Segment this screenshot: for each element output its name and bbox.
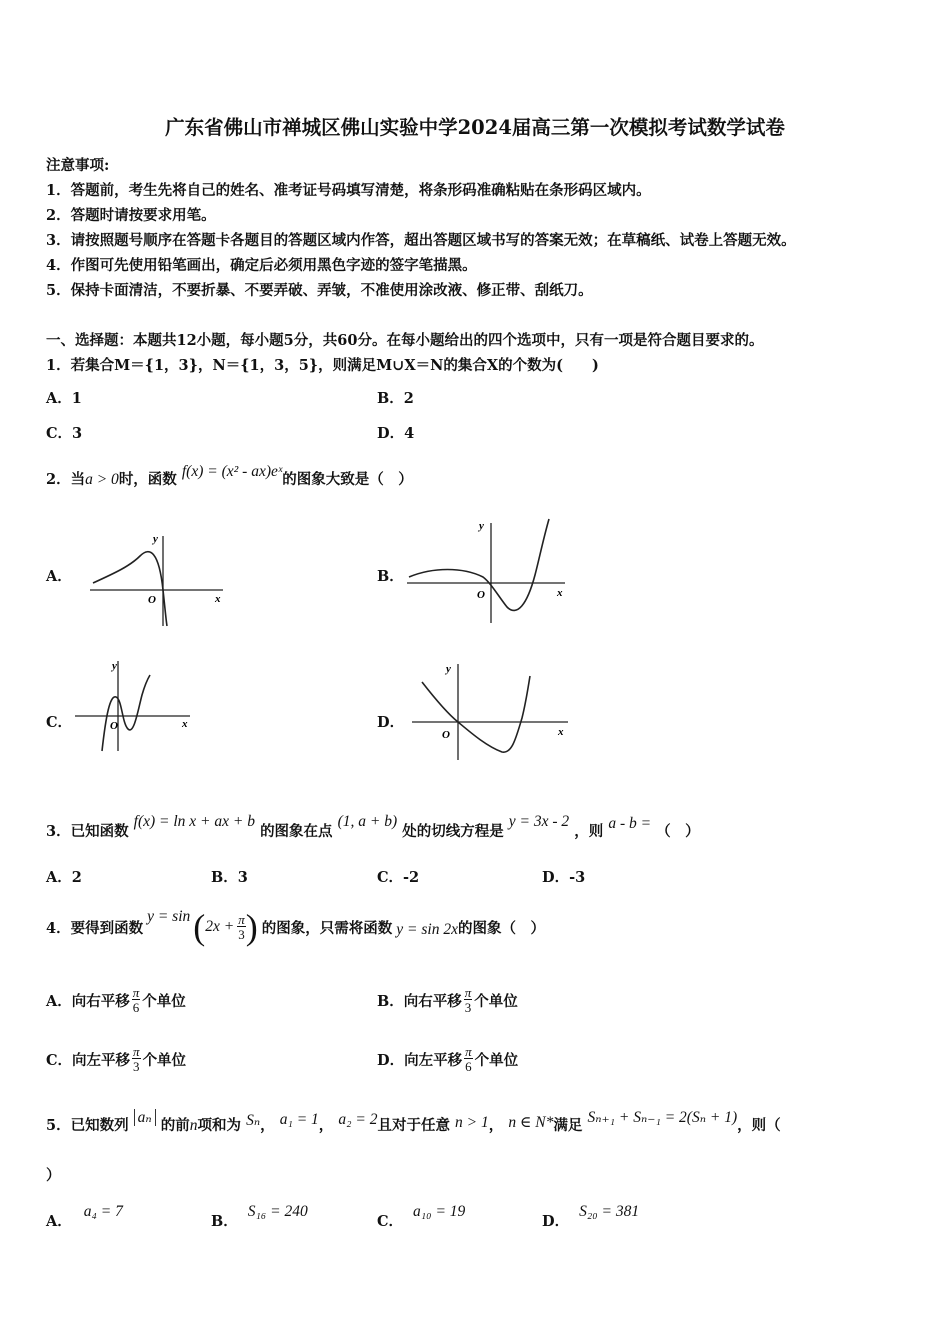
q5-option-c: C．a₁₀ = 19	[377, 1203, 466, 1230]
q2b-origin: O	[477, 589, 485, 601]
section-heading: 一、选择题：本题共12小题，每小题5分，共60分。在每小题给出的四个选项中，只有一项是符合题目要求的。	[46, 332, 764, 349]
q5-n: n	[189, 1117, 198, 1134]
q2c-x-label: x	[182, 718, 188, 730]
q4-paren-right: )	[245, 907, 258, 947]
q1-option-d: D．4	[377, 425, 415, 442]
q3-mid2: 处的切线方程是	[402, 823, 504, 840]
q5-text-2: 项和为	[197, 1117, 242, 1134]
q4-func2: y = sin 2x	[396, 921, 458, 938]
q2-graph-b	[403, 515, 573, 625]
q2-mid: 时，函数	[118, 471, 177, 488]
q5-number: 5．已知数列	[46, 1117, 129, 1134]
q5-a1: a₁ = 1	[279, 1111, 319, 1128]
q5-option-d: D．S₂₀ = 381	[542, 1203, 640, 1230]
q5-close: ）	[46, 1167, 61, 1184]
q2a-origin: O	[148, 594, 156, 606]
q5-cond: n > 1	[455, 1114, 489, 1131]
q5-sequence: aₙ	[134, 1109, 156, 1126]
question-5-stem: 5．已知数列 aₙ 的前n项和为 Sₙ， a₁ = 1， a₂ = 2且对于任意 n > 1， n ∈ N*满足 Sₙ₊₁ + Sₙ₋₁ = 2(Sₙ + 1)，则（	[46, 1109, 781, 1134]
q2-label-d: D．	[377, 714, 405, 731]
q2d-origin: O	[442, 729, 450, 741]
q5-text-3: 且对于任意	[377, 1117, 450, 1134]
q5-cond2: n ∈ N*	[508, 1114, 554, 1131]
q2d-x-label: x	[558, 726, 564, 738]
q1-option-c: C．3	[46, 425, 83, 442]
q4-option-d: D．向左平移 $\frac{\pi}{6}$ 个单位	[377, 1044, 519, 1074]
q5-text-1: 的前	[160, 1117, 190, 1134]
notice-item-1: 1．答题前，考生先将自己的姓名、准考证号码填写清楚，将条形码准确粘贴在条形码区域内。	[46, 182, 651, 199]
q3-mid1: 的图象在点	[260, 823, 333, 840]
q3-option-b: B．3	[211, 869, 248, 886]
q4-paren-left: (	[193, 907, 206, 947]
q4-func-left: y = sin	[147, 908, 191, 925]
question-2-stem	[46, 463, 413, 489]
q4-option-c: C．向左平移 $\frac{\pi}{3}$ 个单位	[46, 1044, 187, 1074]
q2-label-c: C．	[46, 714, 73, 731]
q2b-x-label: x	[557, 587, 563, 599]
question-1-stem: 1．若集合M＝{1，3}，N＝{1，3，5}，则满足M∪X＝N的集合X的个数为( )	[46, 357, 599, 374]
q2-end: 的图象大致是（ ）	[282, 471, 413, 488]
q5-text-5: ，则（	[737, 1117, 781, 1134]
q2-graph-d	[408, 658, 573, 763]
notice-item-2: 2．答题时请按要求用笔。	[46, 207, 216, 224]
q4-mid: 的图象，只需将函数	[261, 919, 393, 937]
q4-option-b: B．向右平移 $\frac{\pi}{3}$ 个单位	[377, 985, 518, 1015]
notice-item-3: 3．请按照题号顺序在答题卡各题目的答题区域内作答，超出答题区域书写的答案无效；在草稿纸、试卷上答题无效。	[46, 232, 796, 249]
q2c-y-label: y	[112, 660, 117, 672]
q3-end: （ ）	[656, 823, 700, 840]
q2-function: f(x) = (x² - ax)eˣ	[181, 463, 283, 480]
q2-label-a: A．	[46, 568, 72, 585]
page-title: 广东省佛山市禅城区佛山实验中学2024届高三第一次模拟考试数学试卷	[165, 116, 785, 139]
q3-mid3: ，则	[574, 823, 604, 840]
q2-number: 2．当	[46, 471, 86, 488]
q3-point: (1, a + b)	[337, 813, 398, 830]
q2a-x-label: x	[215, 593, 221, 605]
notice-item-5: 5．保持卡面清洁，不要折暴、不要弄破、弄皱，不准使用涂改液、修正带、刮纸刀。	[46, 282, 593, 299]
q5-a2: a₂ = 2	[338, 1111, 378, 1128]
q2-graph-a	[85, 528, 230, 628]
q3-option-a: A．2	[46, 869, 82, 886]
q4-number: 4．要得到函数	[46, 919, 144, 937]
q4-end: 的图象（ ）	[457, 919, 545, 937]
q5-sn: Sₙ	[246, 1112, 261, 1129]
q5-relation: Sₙ₊₁ + Sₙ₋₁ = 2(Sₙ + 1)	[587, 1109, 738, 1126]
q4-pi-over-3: $\frac{\pi}{3}$	[238, 912, 245, 942]
q2d-y-label: y	[446, 663, 451, 675]
notice-heading: 注意事项:	[46, 157, 110, 174]
q5-option-a: A．a₄ = 7	[46, 1203, 123, 1230]
q2-graph-c	[72, 655, 197, 755]
q2b-y-label: y	[479, 520, 484, 532]
notice-item-4: 4．作图可先使用铅笔画出，确定后必须用黑色字迹的签字笔描黑。	[46, 257, 477, 274]
q4-func-inner: 2x +	[205, 918, 235, 935]
q1-option-b: B．2	[377, 390, 414, 407]
q3-line: y = 3x - 2	[508, 813, 570, 830]
q2-label-b: B．	[377, 568, 404, 585]
q3-expr: a - b =	[608, 815, 652, 832]
q5-text-4: 满足	[553, 1117, 583, 1134]
q4-option-a: A．向右平移 $\frac{\pi}{6}$ 个单位	[46, 985, 186, 1015]
question-3-stem	[46, 813, 700, 841]
q3-number: 3．已知函数	[46, 823, 129, 840]
q2c-origin: O	[110, 720, 118, 732]
q1-option-a: A．1	[46, 390, 82, 407]
question-4-stem	[46, 904, 545, 950]
q3-option-c: C．-2	[377, 869, 420, 886]
q3-option-d: D．-3	[542, 869, 586, 886]
q5-option-b: B．S₁₆ = 240	[211, 1203, 308, 1230]
q2-condition: a > 0	[85, 471, 119, 488]
q3-function: f(x) = ln x + ax + b	[133, 813, 255, 830]
q2a-y-label: y	[153, 533, 158, 545]
